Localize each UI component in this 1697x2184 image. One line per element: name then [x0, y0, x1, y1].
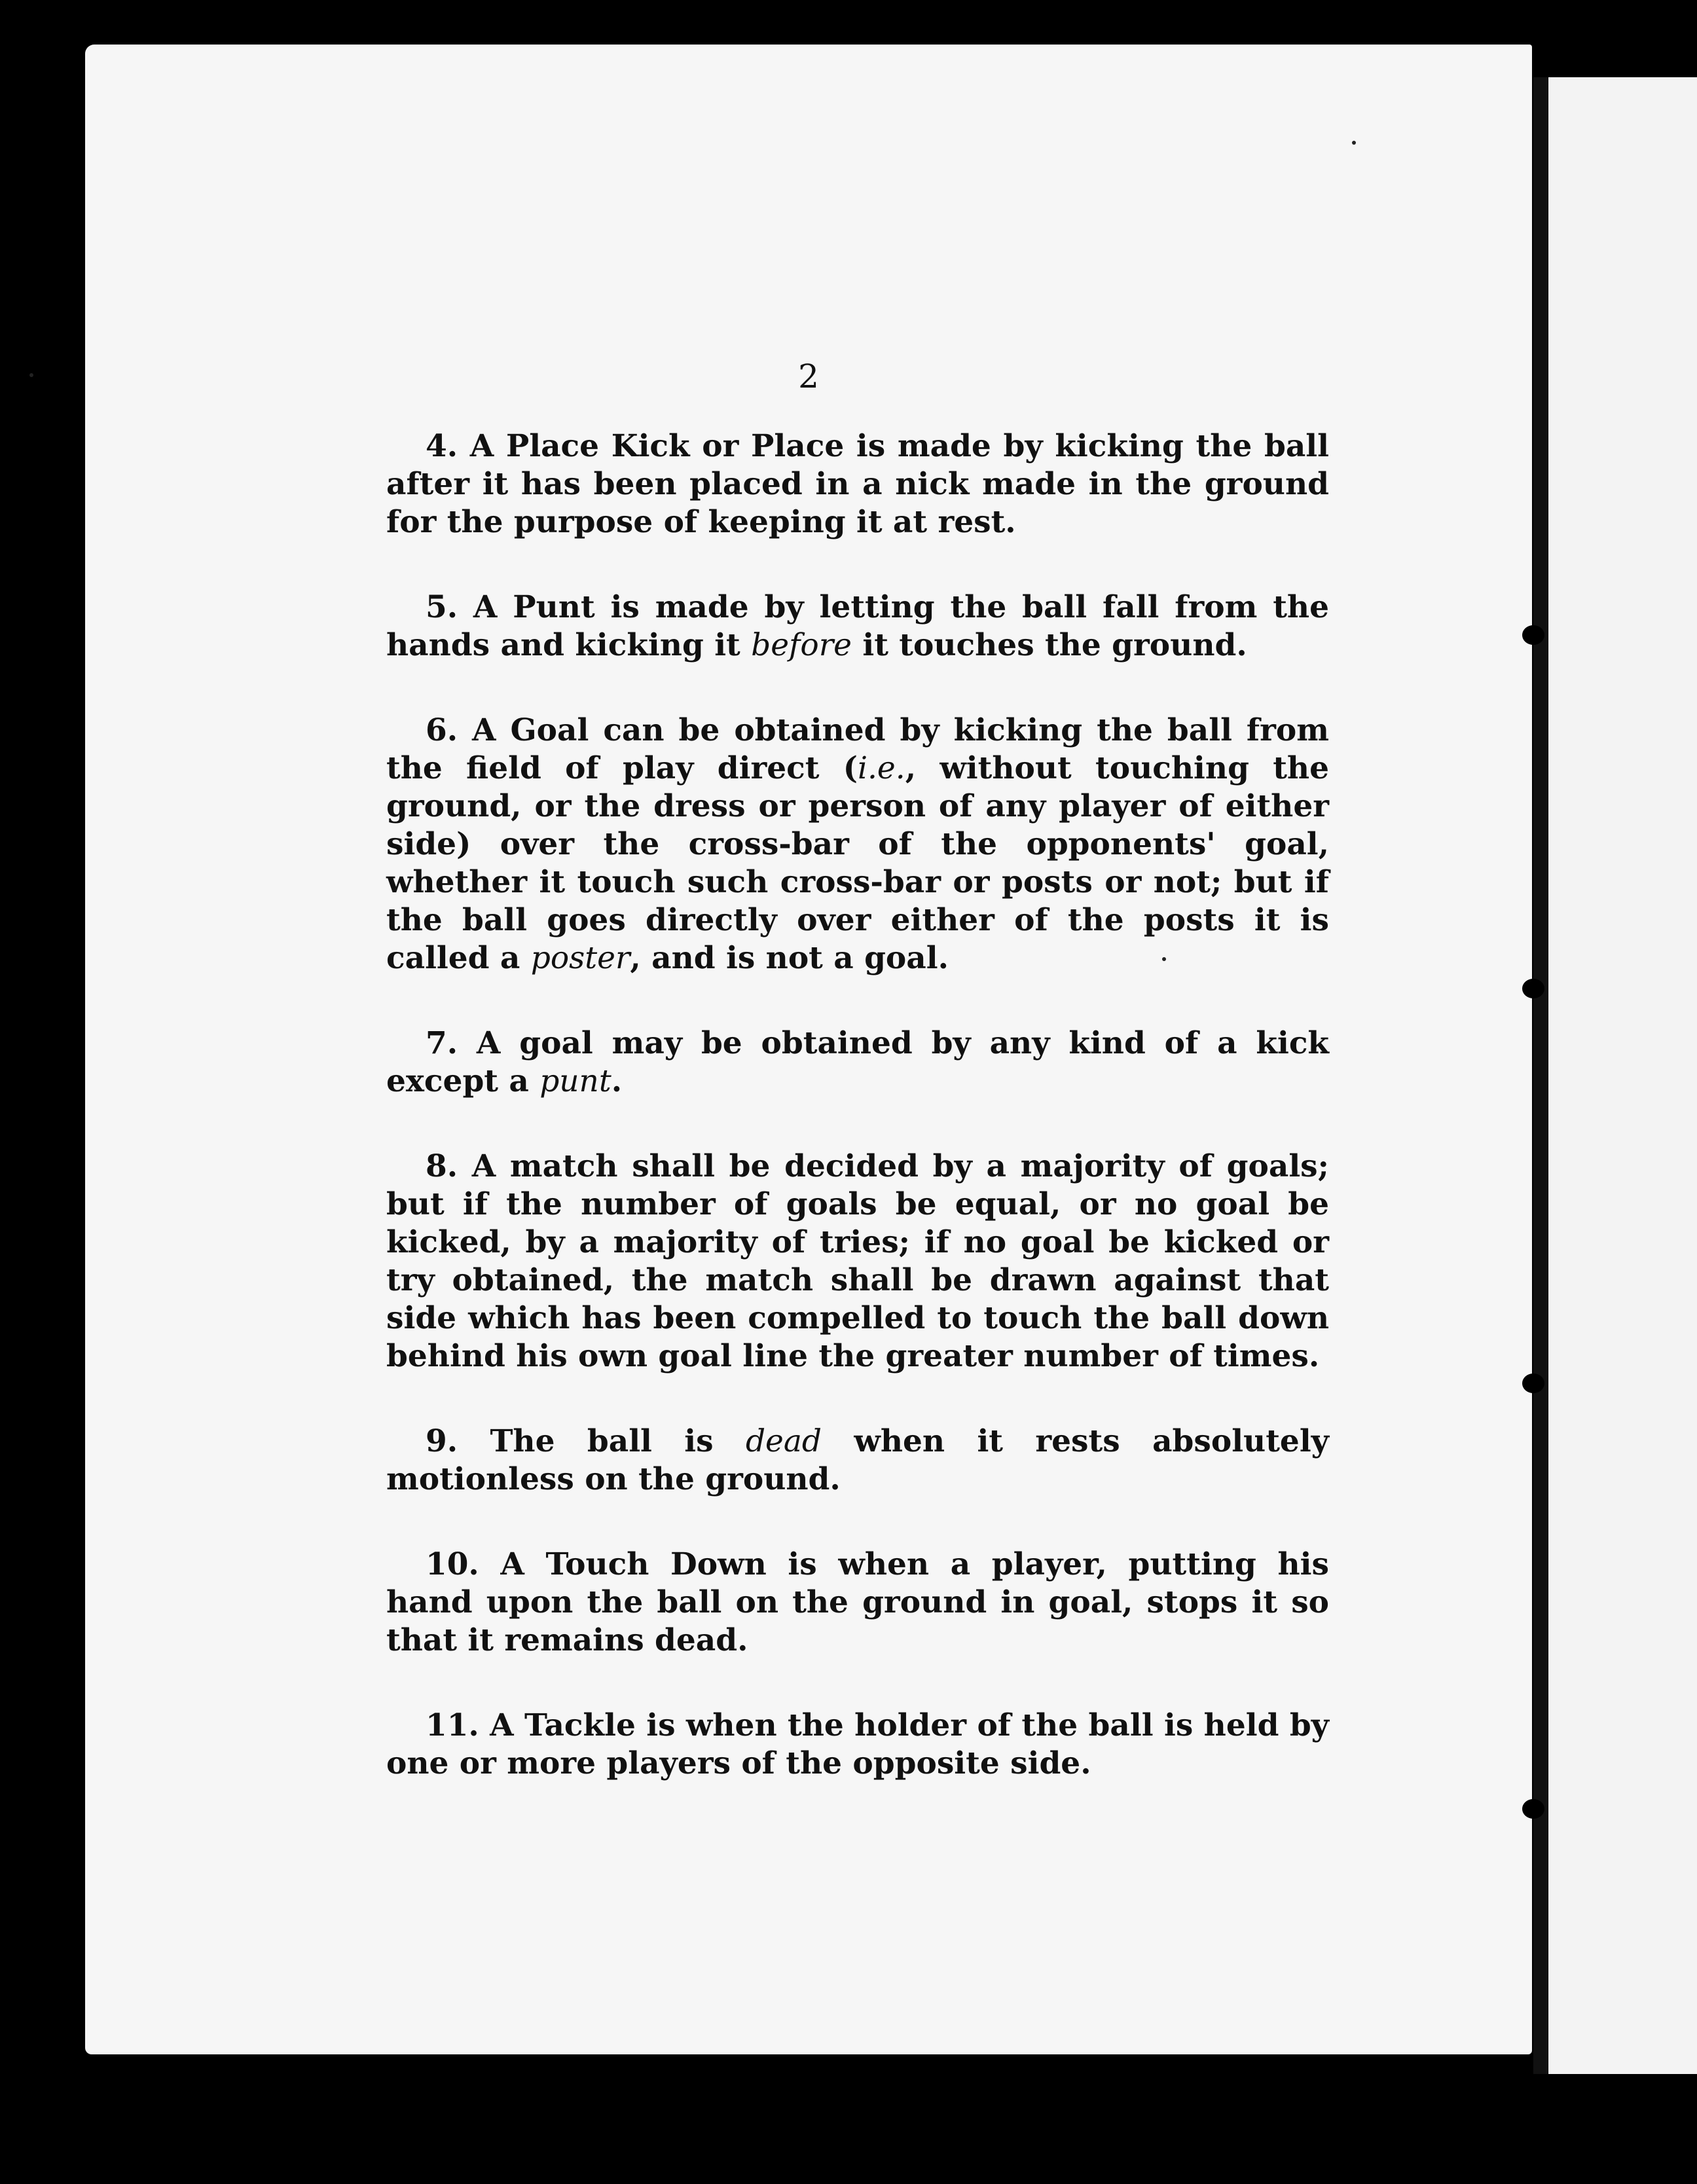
rule-7	[386, 1025, 1329, 1101]
rule-text: 9. The ball is	[426, 1423, 746, 1459]
rule-10	[386, 1546, 1329, 1660]
book-page	[85, 45, 1532, 2054]
rule-text: .	[611, 1063, 623, 1099]
rule-5	[386, 589, 1329, 664]
rule-9	[386, 1423, 1329, 1499]
rule-italic-text: before	[751, 627, 852, 663]
rule-text: , and is not a goal.	[630, 940, 949, 976]
rule-8	[386, 1148, 1329, 1375]
binding-stitch	[1522, 979, 1544, 998]
binding-stitch	[1522, 1374, 1544, 1393]
rule-text: when it rests absolutely motionless on the ground.	[386, 1423, 1329, 1497]
rule-4	[386, 428, 1329, 541]
rule-text: , without touching the ground, or the dress or person of any player of either side) over the cross-bar of the opponents' goal, whether it touch such cross-bar or posts or not; but if the ball goes directly over either of the posts it is called a	[386, 750, 1329, 976]
binding-gutter	[1533, 77, 1548, 2074]
rule-italic-text: punt	[539, 1063, 611, 1099]
rules-list	[386, 428, 1329, 1830]
rule-text: 5. A Punt is made by letting the ball fall from the hands and kicking it	[386, 589, 1329, 663]
rule-text: it touches the ground.	[852, 627, 1247, 663]
binding-stitch	[1522, 1799, 1544, 1819]
facing-page-edge	[1548, 77, 1697, 2074]
rule-6	[386, 712, 1329, 977]
rule-11	[386, 1707, 1329, 1783]
rule-text: 6. A Goal can be obtained by kicking the ball from the field of play direct (	[386, 712, 1329, 786]
scan-speck	[1352, 141, 1356, 145]
rule-italic-text: poster	[530, 940, 630, 976]
scan-speck	[29, 373, 33, 377]
rule-italic-text: dead	[745, 1423, 822, 1459]
rule-text: 11. A Tackle is when the holder of the ball is held by one or more players of the opposite side.	[386, 1707, 1329, 1781]
binding-stitch	[1522, 625, 1544, 645]
scan-speck	[1162, 957, 1166, 961]
page-number: 2	[798, 357, 819, 395]
rule-italic-text: i.e.	[857, 750, 905, 786]
rule-text: 8. A match shall be decided by a majority of goals; but if the number of goals be equal, or no goal be kicked, by a majority of tries; if no goal be kicked or try obtained, the match shall be drawn against that side which has been compelled to touch the ball down behind his own goal line the greater number of times.	[386, 1148, 1329, 1374]
rule-text: 10. A Touch Down is when a player, putting his hand upon the ball on the ground in goal, stops it so that it remains dead.	[386, 1546, 1329, 1658]
rule-text: 4. A Place Kick or Place is made by kicking the ball after it has been placed in a nick made in the ground for the purpose of keeping it at rest.	[386, 428, 1329, 540]
rule-text: 7. A goal may be obtained by any kind of a kick except a	[386, 1025, 1329, 1099]
